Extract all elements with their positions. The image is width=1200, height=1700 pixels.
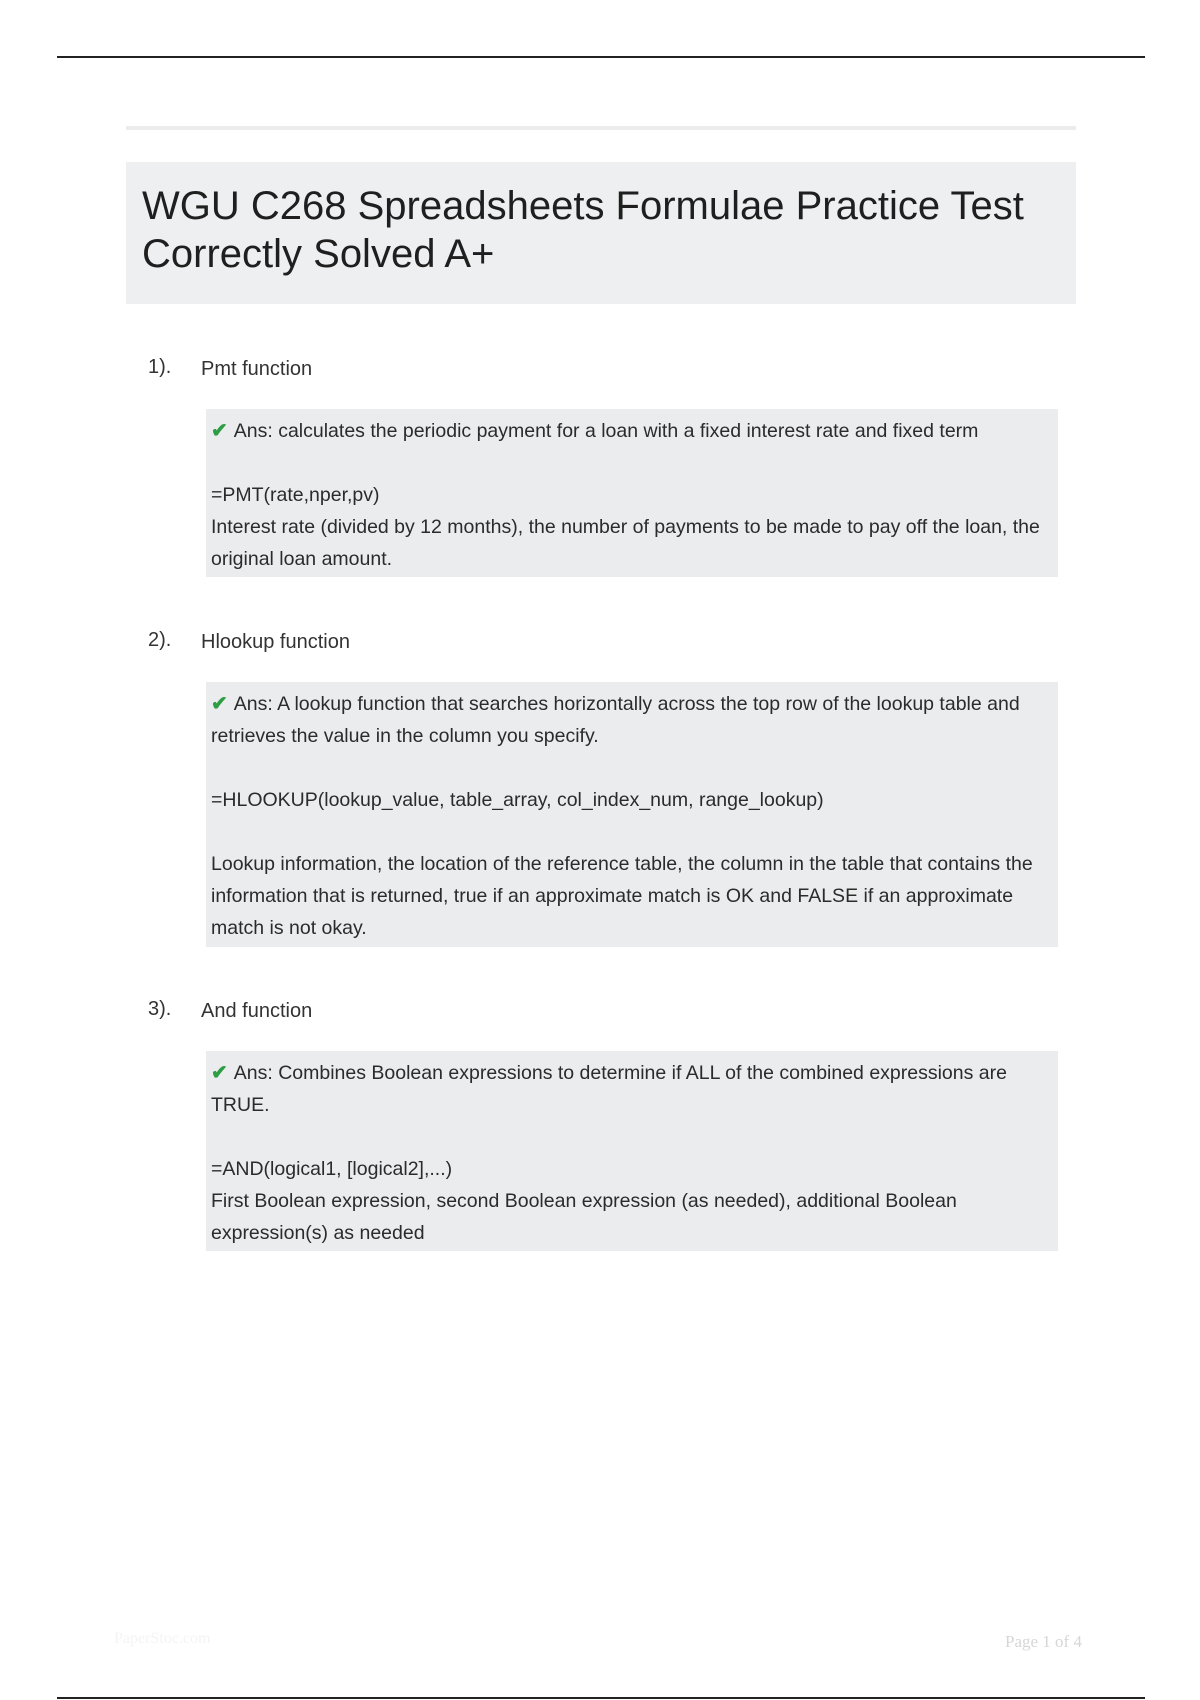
title-banner [126,162,1076,304]
question-number: 1). [148,356,172,378]
header-divider [126,126,1076,130]
question-label: Hlookup function [201,631,350,653]
answer-box [206,409,1058,577]
question-number: 2). [148,629,172,651]
answer-detail: Interest rate (divided by 12 months), the number of payments to be made to pay off the loan, the original loan amount. [211,516,1040,570]
check-icon: ✔ [211,1062,228,1084]
answer-formula: =AND(logical1, [logical2],...) [211,1158,453,1180]
bottom-rule [57,1697,1145,1699]
answer-detail: First Boolean expression, second Boolean expression (as needed), additional Boolean expression(s) as needed [211,1190,957,1244]
answer-lead: ✔ Ans: calculates the periodic payment for a loan with a fixed interest rate and fixed term [211,420,979,442]
answer-lead: ✔ Ans: A lookup function that searches horizontally across the top row of the lookup table and retrieves the value in the column you specify. [211,693,1020,747]
question-number: 3). [148,998,172,1020]
answer-lead: ✔ Ans: Combines Boolean expressions to determine if ALL of the combined expressions are TRUE. [211,1062,1007,1116]
document-title: WGU C268 Spreadsheets Formulae Practice Test Correctly Solved A+ [142,184,1024,276]
check-icon: ✔ [211,693,228,715]
answer-box [206,682,1058,947]
answer-formula: =HLOOKUP(lookup_value, table_array, col_index_num, range_lookup) [211,789,824,811]
top-rule [57,56,1145,58]
question-label: And function [201,1000,313,1022]
footer-watermark: PaperStoc.com [114,1630,211,1647]
page-indicator: Page 1 of 4 [1005,1632,1082,1651]
question-label: Pmt function [201,358,313,380]
answer-box [206,1051,1058,1251]
answer-formula: =PMT(rate,nper,pv) [211,484,380,506]
check-icon: ✔ [211,420,228,442]
answer-detail: Lookup information, the location of the reference table, the column in the table that contains the information that is returned, true if an approximate match is OK and FALSE if an approximate match is not okay. [211,853,1033,939]
